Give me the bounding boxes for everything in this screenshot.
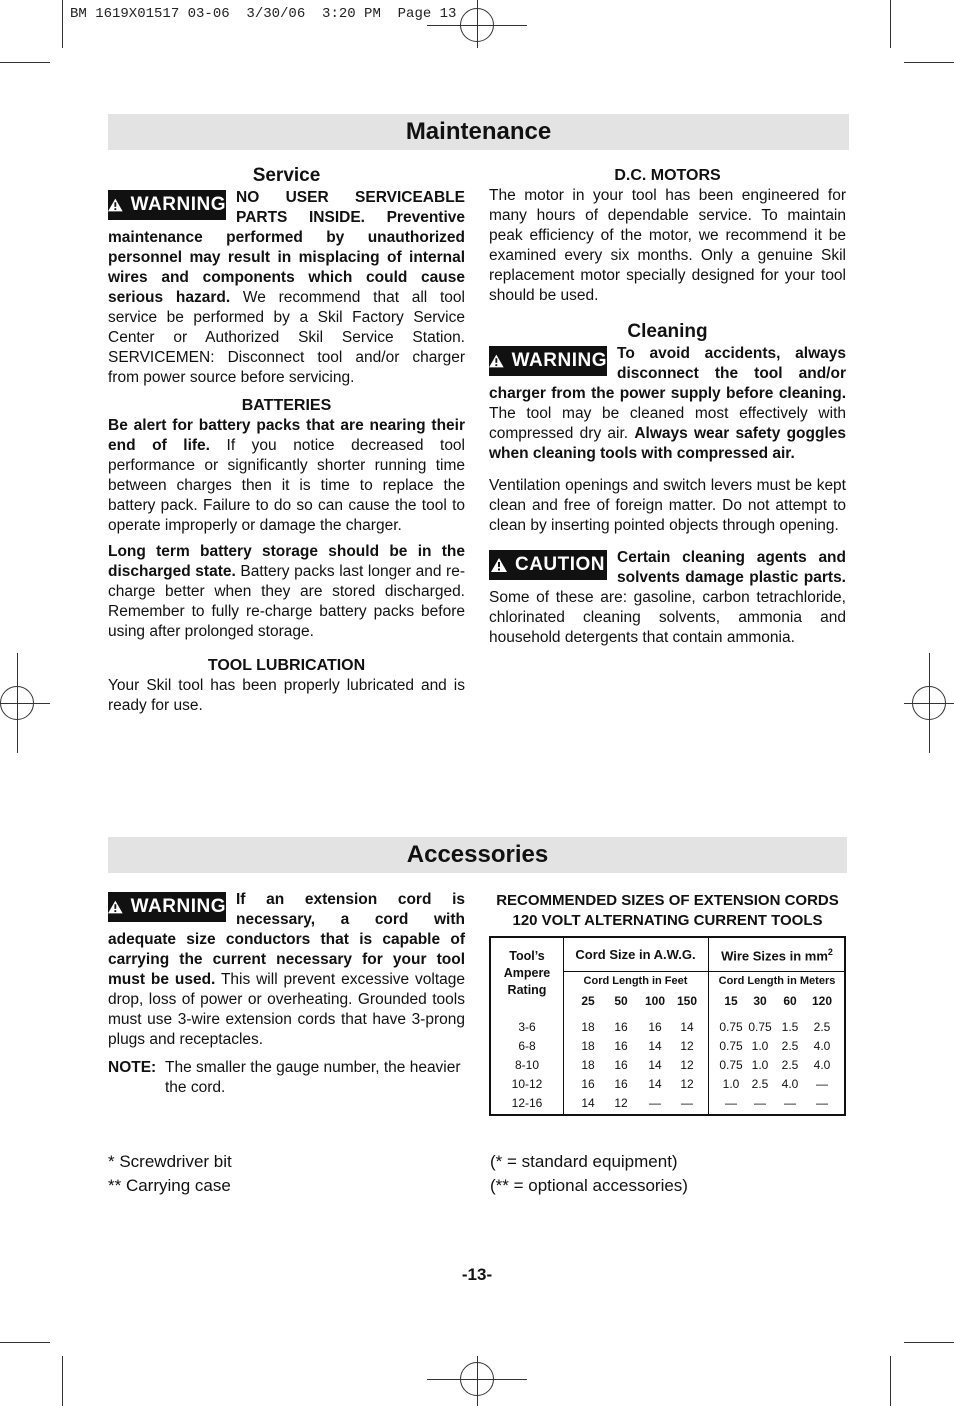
accessory-item: * Screwdriver bit: [108, 1152, 232, 1171]
awg-cell: 18: [581, 1058, 595, 1072]
rating-header: Tool’s Ampere Rating: [503, 949, 551, 997]
batteries-heading: BATTERIES: [241, 397, 332, 414]
warning-label: WARNING: [511, 350, 607, 371]
accessories-left-column: [108, 890, 465, 1098]
legend-item: (* = standard equipment): [490, 1152, 678, 1171]
rating-cell: 10-12: [511, 1077, 543, 1091]
maintenance-right-column: [489, 166, 846, 654]
mm-cell: 2.5: [751, 1077, 769, 1091]
caution-text: Some of these are: gasoline, carbon tetrachloride, chlorinated cleaning solvents, ammonia and household detergents that contain ammonia.: [489, 589, 846, 646]
awg-cell: 16: [614, 1058, 628, 1072]
awg-cell: 14: [581, 1096, 595, 1110]
meter-length-cell: 30: [753, 994, 767, 1008]
accessory-item: ** Carrying case: [108, 1176, 231, 1195]
mm-header: [708, 947, 846, 963]
dc-motors-text: The motor in your tool has been engineered for many hours of dependable service. To maintain peak efficiency of the motor, we recommend it be examined every six months. Only a genuine Skil replacement motor specially designed for your tool should be used.: [489, 187, 846, 304]
meter-length-cell: 120: [811, 994, 833, 1008]
cleaning-ventilation-text: Ventilation openings and switch levers must be kept clean and free of foreign matter. Do not attempt to clean by inserting pointed objects through opening.: [489, 477, 846, 534]
cleaning-warning-bold: To avoid accidents, always disconnect the tool and/or charger from the power supply before cleaning.: [489, 345, 846, 402]
awg-cell: 14: [680, 1020, 694, 1034]
awg-cell: 16: [648, 1020, 662, 1034]
mm-cell: 1.0: [722, 1077, 740, 1091]
maintenance-left-column: [108, 164, 465, 722]
mm-cell: —: [816, 1096, 828, 1110]
crop-mark: [62, 1356, 63, 1406]
accessories-warning-paragraph: [108, 890, 465, 1050]
mm-cell: 0.75: [719, 1058, 743, 1072]
mm-cell: 2.5: [781, 1039, 799, 1053]
mm-cell: 2.5: [813, 1020, 831, 1034]
meter-length-cell: 15: [724, 994, 738, 1008]
mm-cell: 0.75: [748, 1020, 772, 1034]
cleaning-warning-paragraph: [489, 344, 846, 464]
awg-cell: 12: [680, 1039, 694, 1053]
crop-mark: [17, 653, 18, 753]
caution-triangle-icon: [491, 558, 507, 572]
crop-mark: [904, 62, 954, 63]
mm-cell: 2.5: [781, 1058, 799, 1072]
awg-cell: 18: [581, 1039, 595, 1053]
crop-mark: [890, 0, 891, 48]
feet-length-cell: 25: [581, 994, 595, 1008]
service-heading: Service: [252, 165, 321, 186]
mm-cell: 0.75: [719, 1020, 743, 1034]
awg-cell: 14: [648, 1077, 662, 1091]
caution-bold: Certain cleaning agents and solvents damage plastic parts.: [617, 549, 846, 586]
batteries-paragraph-1: [108, 416, 465, 536]
crop-mark: [904, 1342, 954, 1343]
note: [108, 1058, 465, 1098]
cleaning-warning-bold-2: Always wear safety goggles when cleaning tools with compressed air.: [489, 425, 846, 462]
crop-mark: [0, 703, 50, 704]
mm-cell: —: [816, 1077, 828, 1091]
extension-cord-table: [489, 936, 846, 1116]
awg-cell: 16: [614, 1020, 628, 1034]
crop-mark: [62, 0, 63, 48]
accessories-warning-bold: If an extension cord is necessary, a cord with adequate size conductors that is capable of carrying the current necessary for your tool must be used.: [108, 891, 465, 988]
mm-cell: 4.0: [813, 1039, 831, 1053]
batteries-p1-bold: Be alert for battery packs that are nearing their end of life.: [108, 417, 465, 454]
awg-cell: —: [649, 1096, 661, 1110]
mm-cell: 1.0: [751, 1039, 769, 1053]
mm-header-sup: 2: [827, 947, 833, 957]
accessories-warning-text: This will prevent excessive voltage drop, loss of power or overheating. Grounded tools must use 3-wire extension cords that have 3-prong plugs and receptacles.: [108, 971, 465, 1048]
caution-label: CAUTION: [514, 554, 606, 575]
cleaning-caution-paragraph: [489, 548, 846, 648]
warning-label: WARNING: [130, 194, 226, 215]
crop-mark: [477, 0, 478, 48]
cleaning-heading: Cleaning: [627, 321, 708, 342]
table-caption-line-2: 120 VOLT ALTERNATING CURRENT TOOLS: [512, 912, 823, 929]
cleaning-warning-text: The tool may be cleaned most effectively with compressed dry air.: [489, 405, 846, 442]
batteries-p2-text: Battery packs last longer and re-charge better when they are stored discharged. Remember to fully re-charge battery packs before using after prolonged storage.: [108, 563, 465, 640]
awg-cell: 12: [680, 1058, 694, 1072]
rating-cell: 6-8: [518, 1039, 536, 1053]
awg-cell: —: [681, 1096, 693, 1110]
dc-motors-heading: D.C. MOTORS: [614, 167, 721, 184]
table-divider: [708, 938, 709, 1114]
lubrication-heading: TOOL LUBRICATION: [207, 657, 366, 674]
printer-slug: BM 1619X01517 03-06 3/30/06 3:20 PM Page 13: [70, 6, 457, 22]
legend-item: (** = optional accessories): [490, 1176, 688, 1195]
feet-length-cell: 100: [644, 994, 666, 1008]
table-divider: [563, 938, 564, 1114]
service-warning-bold: NO USER SERVICEABLE PARTS INSIDE. Preventive maintenance performed by unauthorized personnel may result in misplacing of internal wires and components which could cause serious hazard.: [108, 189, 465, 306]
note-text: The smaller the gauge number, the heavier the cord.: [165, 1059, 461, 1096]
table-divider: [563, 971, 844, 972]
accessories-title: Accessories: [108, 837, 847, 873]
awg-cell: 14: [648, 1058, 662, 1072]
crop-mark: [0, 1342, 50, 1343]
accessory-item-list: [108, 1150, 468, 1198]
warning-triangle-icon: [108, 900, 123, 914]
awg-cell: 12: [680, 1077, 694, 1091]
accessory-legend: [490, 1150, 850, 1198]
rating-cell: 3-6: [518, 1020, 536, 1034]
crop-mark: [890, 1356, 891, 1406]
mm-cell: 0.75: [719, 1039, 743, 1053]
warning-triangle-icon: [108, 198, 123, 212]
warning-triangle-icon: [489, 354, 504, 368]
feet-length-cell: 50: [614, 994, 628, 1008]
feet-header: Cord Length in Feet: [583, 975, 688, 987]
maintenance-title: Maintenance: [108, 114, 849, 150]
awg-header: Cord Size in A.W.G.: [575, 947, 696, 962]
mm-cell: 4.0: [781, 1077, 799, 1091]
warning-badge: [489, 346, 607, 376]
table-caption-line-1: RECOMMENDED SIZES OF EXTENSION CORDS: [496, 892, 839, 909]
warning-badge: [108, 892, 226, 922]
service-warning-text: We recommend that all tool service be performed by a Skil Factory Service Center or Authorized Skil Service Station. SERVICEMEN: Disconnect tool and/or charger from power source before servicing.: [108, 289, 465, 386]
awg-cell: 16: [614, 1077, 628, 1091]
service-warning-paragraph: [108, 188, 465, 388]
caution-badge: [489, 550, 607, 580]
mm-cell: 4.0: [813, 1058, 831, 1072]
mm-cell: —: [754, 1096, 766, 1110]
lubrication-text: Your Skil tool has been properly lubricated and is ready for use.: [108, 677, 465, 714]
table-caption: [489, 891, 846, 931]
rating-cell: 12-16: [511, 1096, 543, 1110]
awg-cell: 16: [614, 1039, 628, 1053]
batteries-p1-text: If you notice decreased tool performance or significantly shorter running time between charges then it is time to replace the battery pack. Failure to do so can cause the tool to operate improperly or damage the charger.: [108, 437, 466, 534]
note-label: NOTE:: [108, 1059, 157, 1076]
meter-length-cell: 60: [783, 994, 797, 1008]
feet-length-cell: 150: [676, 994, 698, 1008]
awg-cell: 14: [648, 1039, 662, 1053]
crop-mark: [477, 1356, 478, 1406]
crop-mark: [929, 653, 930, 753]
warning-badge: [108, 190, 226, 220]
crop-mark: [0, 62, 50, 63]
mm-cell: 1.0: [751, 1058, 769, 1072]
awg-cell: 12: [614, 1096, 628, 1110]
awg-cell: 18: [581, 1020, 595, 1034]
awg-cell: 16: [581, 1077, 595, 1091]
mm-header-text: Wire Sizes in mm: [721, 948, 828, 964]
page-number: -13-: [461, 1265, 493, 1284]
batteries-paragraph-2: [108, 542, 465, 642]
meters-header: Cord Length in Meters: [718, 975, 836, 987]
batteries-p2-bold: Long term battery storage should be in the discharged state.: [108, 543, 465, 580]
rating-cell: 8-10: [514, 1058, 540, 1072]
mm-cell: 1.5: [781, 1020, 799, 1034]
mm-cell: —: [784, 1096, 796, 1110]
warning-label: WARNING: [130, 896, 226, 917]
mm-cell: —: [725, 1096, 737, 1110]
